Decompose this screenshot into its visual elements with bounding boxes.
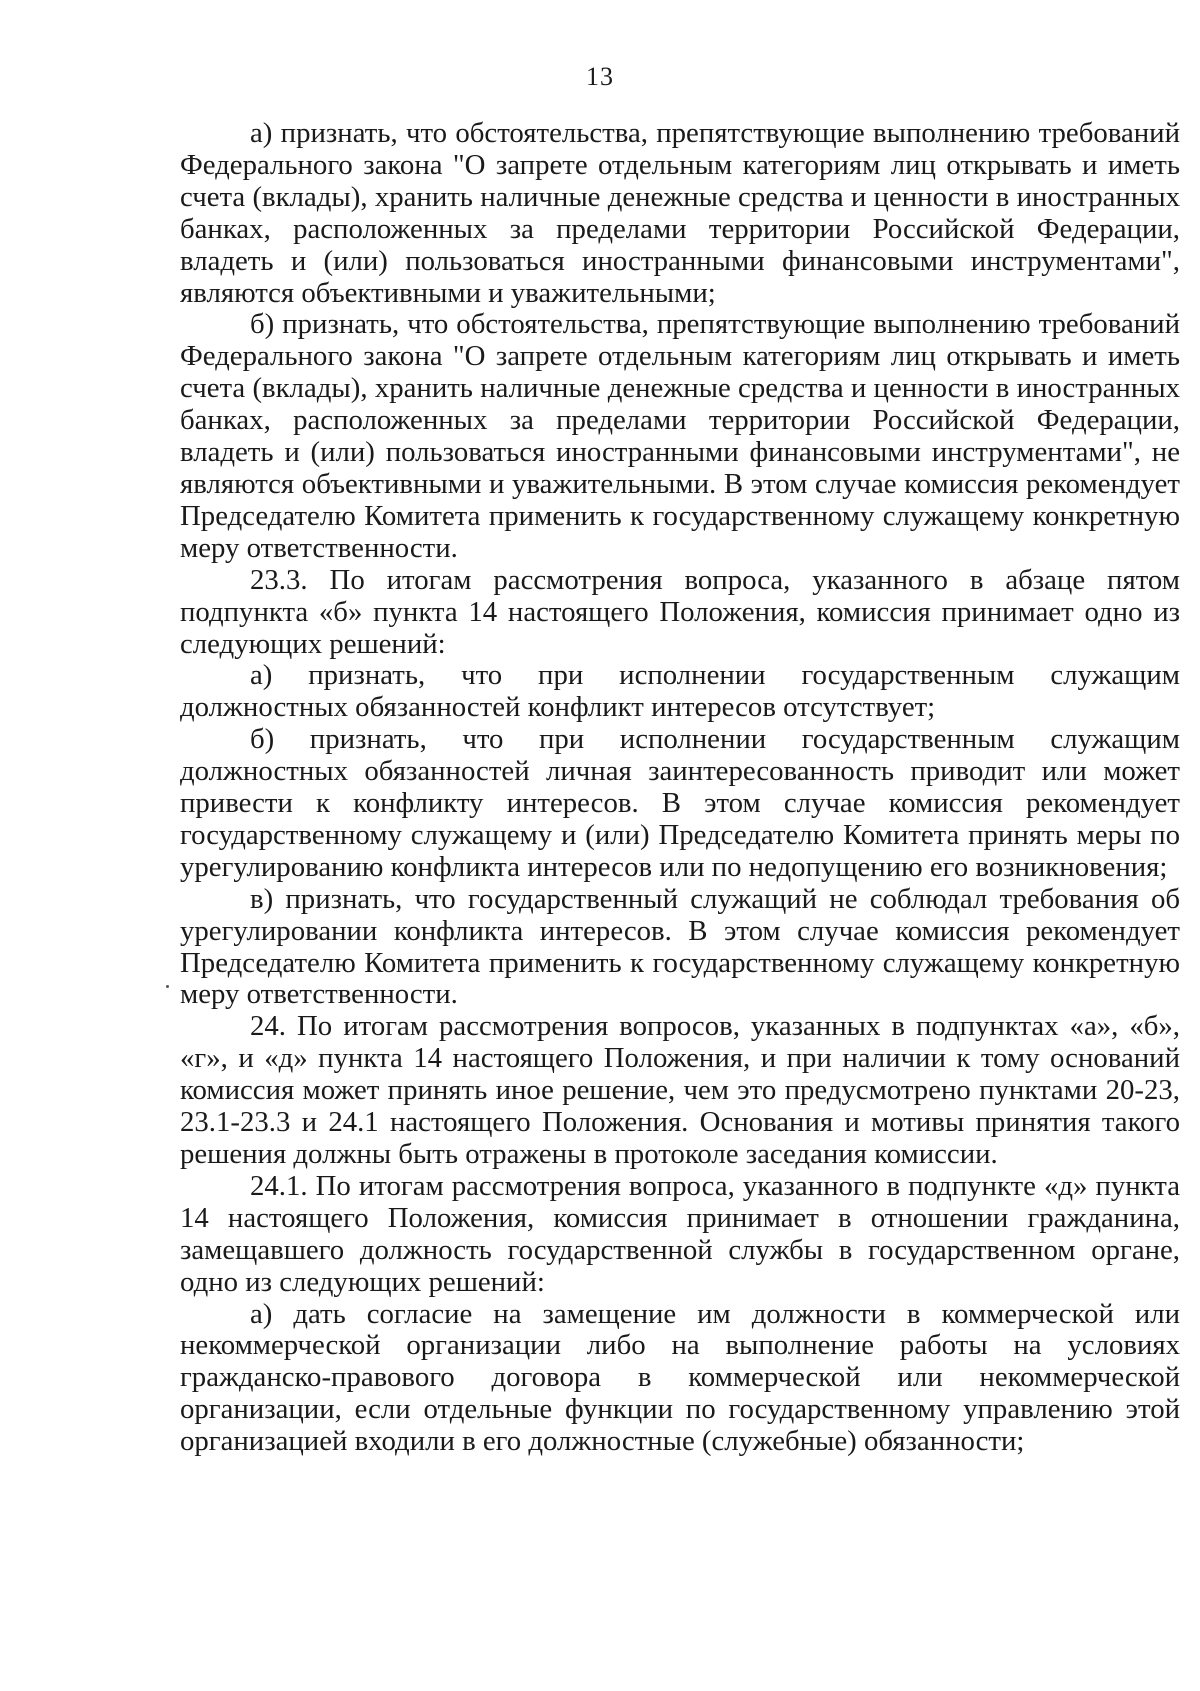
paragraph-23-3-v: в) признать, что государственный служащий не соблюдал требования об урегулировании конфликта интересов. В этом случае комиссия рекомендует Председателю Комитета применить к государственному служащему конкретную меру ответственности. xyxy=(180,882,1180,1011)
scan-speck xyxy=(166,985,169,988)
paragraph-b-not-objective: б) признать, что обстоятельства, препятствующие выполнению требований Федерального закона "О запрете отдельным категориям лиц открывать и иметь счета (вклады), хранить наличные денежные средства и ценности в иностранных банках, расположенных за пределами территории Российской Федерации, владеть и (или) пользоваться иностранными финансовыми инструментами", не являются объективными и уважительными. В этом случае комиссия рекомендует Председателю Комитета применить к государственному служащему конкретную меру ответственности. xyxy=(180,308,1180,564)
paragraph-24: 24. По итогам рассмотрения вопросов, указанных в подпунктах «а», «б», «г», и «д» пункта 14 настоящего Положения, и при наличии к тому оснований комиссия может принять иное решение, чем это предусмотрено пунктами 20-23, 23.1-23.3 и 24.1 настоящего Положения. Основания и мотивы принятия такого решения должны быть отражены в протоколе заседания комиссии. xyxy=(180,1010,1180,1170)
paragraph-24-1: 24.1. По итогам рассмотрения вопроса, указанного в подпункте «д» пункта 14 настоящего Положения, комиссия принимает в отношении гражданина, замещавшего должность государственной службы в государственном органе, одно из следующих решений: xyxy=(180,1169,1180,1298)
paragraph-23-3: 23.3. По итогам рассмотрения вопроса, указанного в абзаце пятом подпункта «б» пункта 14 настоящего Положения, комиссия принимает одно из следующих решений: xyxy=(180,563,1180,660)
paragraph-23-3-a: а) признать, что при исполнении государственным служащим должностных обязанностей конфликт интересов отсутствует; xyxy=(180,659,1180,724)
paragraph-a-objective: а) признать, что обстоятельства, препятствующие выполнению требований Федерального закона "О запрете отдельным категориям лиц открывать и иметь счета (вклады), хранить наличные денежные средства и ценности в иностранных банках, расположенных за пределами территории Российской Федерации, владеть и (или) пользоваться иностранными финансовыми инструментами", являются объективными и уважительными; xyxy=(180,117,1180,309)
paragraph-23-3-b: б) признать, что при исполнении государственным служащим должностных обязанностей личная заинтересованность приводит или может привести к конфликту интересов. В этом случае комиссия рекомендует государственному служащему и (или) Председателю Комитета принять меры по урегулированию конфликта интересов или по недопущению его возникновения; xyxy=(180,723,1180,883)
paragraph-24-1-a: а) дать согласие на замещение им должности в коммерческой или некоммерческой организации либо на выполнение работы на условиях гражданско-правового договора в коммерческой или некоммерческой организации, если отдельные функции по государственному управлению этой организацией входили в его должностные (служебные) обязанности; xyxy=(180,1297,1180,1458)
document-body xyxy=(180,118,1180,1458)
page-number: 13 xyxy=(586,62,614,91)
